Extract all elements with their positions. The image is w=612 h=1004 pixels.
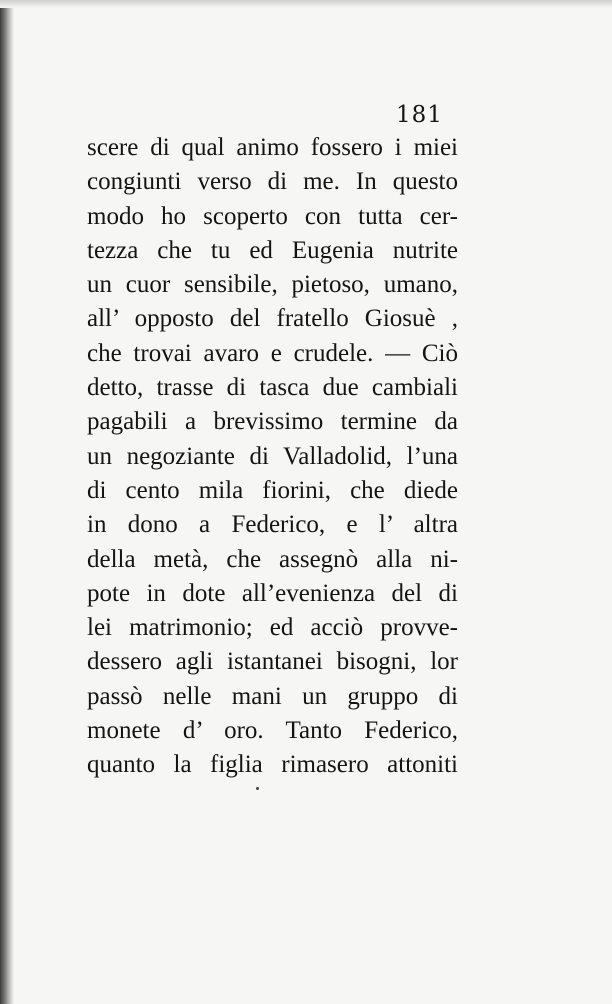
text-line: dessero agli istantanei bisogni, lor [87, 648, 458, 676]
text-line: un negoziante di Valladolid, l’una [87, 442, 458, 470]
text-line: modo ho scoperto con tutta cer- [87, 202, 458, 230]
ink-speck [256, 787, 259, 790]
text-line: di cento mila fiorini, che diede [87, 476, 458, 504]
text-line: monete d’ oro. Tanto Federico, [87, 717, 458, 745]
text-line: all’ opposto del fratello Giosuè , [87, 305, 458, 333]
text-line: lei matrimonio; ed acciò provve- [87, 614, 458, 642]
text-line: scere di qual animo fossero i miei [87, 134, 458, 161]
text-line: un cuor sensibile, pietoso, umano, [87, 271, 458, 299]
text-line: congiunti verso di me. In questo [87, 168, 458, 196]
text-line: tezza che tu ed Eugenia nutrite [87, 236, 458, 264]
text-line: quanto la figlia rimasero attoniti [87, 751, 458, 779]
text-line: della metà, che assegnò alla ni- [87, 545, 458, 573]
text-line: che trovai avaro e crudele. — Ciò [87, 339, 458, 367]
text-line: detto, trasse di tasca due cambiali [87, 374, 458, 402]
text-line: passò nelle mani un gruppo di [87, 682, 458, 710]
text-line: pote in dote all’evenienza del di [87, 579, 458, 607]
page-number: 181 [396, 102, 443, 128]
text-line: pagabili a brevissimo termine da [87, 408, 458, 436]
binding-shadow [0, 0, 14, 1004]
body-text [87, 131, 458, 783]
text-line: in dono a Federico, e l’ altra [87, 511, 458, 539]
top-edge-shadow [0, 0, 612, 8]
